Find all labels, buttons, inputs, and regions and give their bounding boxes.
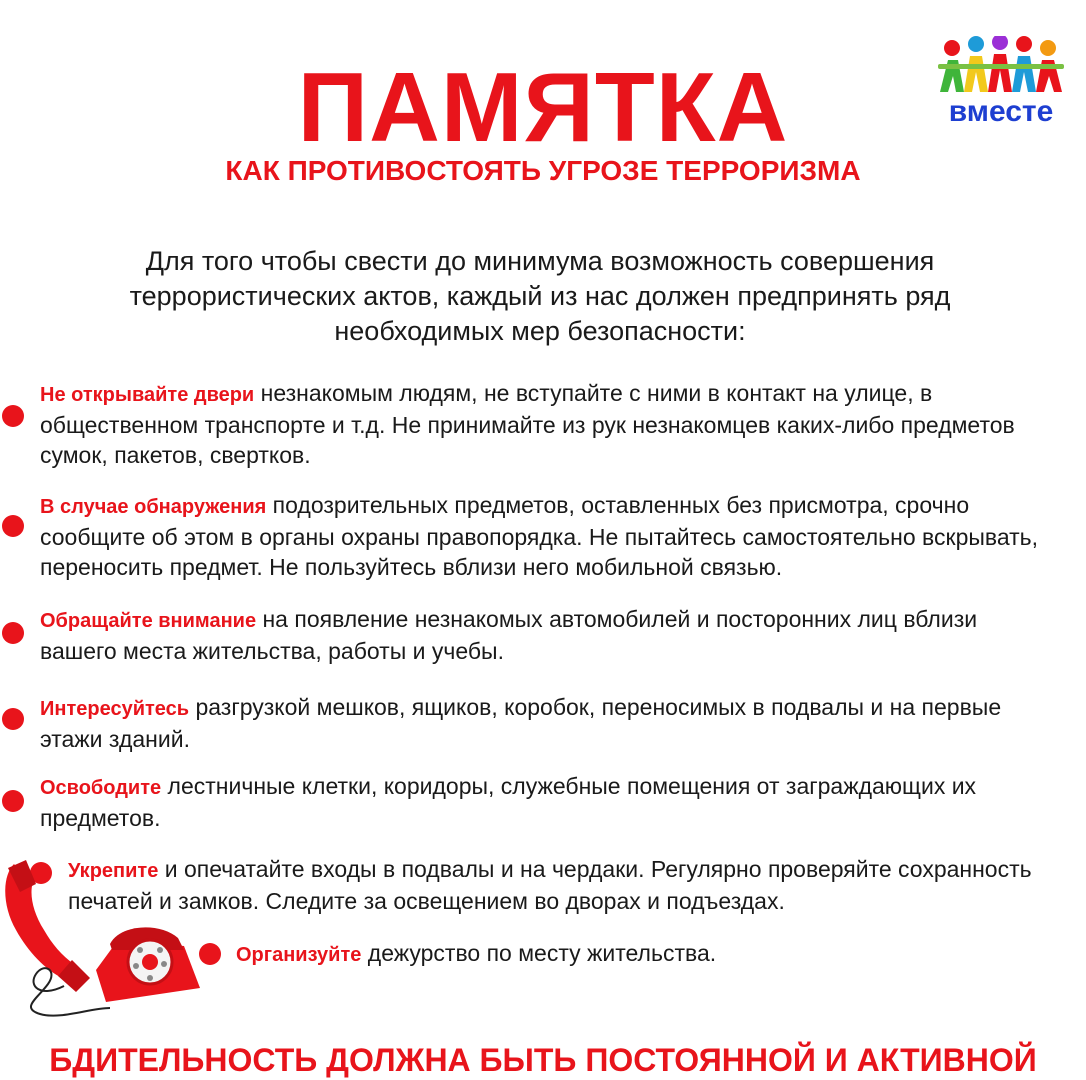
item-text: дежурство по месту жительства. [361, 940, 717, 966]
item-text: лестничные клетки, коридоры, служебные помещения от заграждающих их предметов. [40, 773, 977, 831]
people-group-logo-icon [934, 36, 1068, 98]
list-item [40, 490, 1070, 582]
page-subtitle: КАК ПРОТИВОСТОЯТЬ УГРОЗЕ ТЕРРОРИЗМА [225, 155, 861, 186]
page-title: ПАМЯТКА [297, 52, 789, 162]
brand-logo [934, 36, 1068, 132]
item-text: подозрительных предметов, оставленных без присмотра, срочно сообщите об этом в органы охраны правопорядка. Не пытайтесь самостоятельно вскрывать, переносить предмет. Не пользуйтесь вблизи него мобильной связью. [40, 492, 1039, 580]
list-item [40, 771, 1070, 833]
item-lead: Не открывайте двери [40, 384, 255, 406]
item-text: на появление незнакомых автомобилей и посторонних лиц вблизи вашего места жительства, работы и учебы. [40, 606, 978, 664]
item-text: и опечатайте входы в подвалы и на чердаки. Регулярно проверяйте сохранность печатей и замков. Следите за освещением во дворах и подъездах. [68, 856, 1032, 914]
item-lead: Организуйте [236, 944, 362, 966]
bullet-icon [2, 708, 24, 730]
item-text: незнакомым людям, не вступайте с ними в контакт на улице, в общественном транспорте и т.д. Не принимайте из рук незнакомцев каких-либо предметов сумок, пакетов, свертков. [40, 380, 1015, 468]
bullet-icon [2, 790, 24, 812]
intro-text: Для того чтобы свести до минимума возможность совершения террористических актов, каждый из нас должен предпринять ряд необходимых мер безопасности: [129, 246, 951, 346]
logo-text: вместе [948, 95, 1054, 128]
item-lead: Обращайте внимание [40, 610, 257, 632]
footer-slogan: БДИТЕЛЬНОСТЬ ДОЛЖНА БЫТЬ ПОСТОЯННОЙ И АКТИВНОЙ [49, 1042, 1037, 1078]
bullet-icon [2, 405, 24, 427]
bullet-icon [2, 622, 24, 644]
item-lead: В случае обнаружения [40, 496, 267, 518]
list-item [236, 938, 1036, 970]
rotary-telephone-icon [0, 858, 210, 1028]
list-item [40, 604, 1020, 666]
list-item [68, 854, 1048, 916]
list-item [40, 692, 1040, 754]
item-lead: Освободите [40, 777, 162, 799]
item-lead: Интересуйтесь [40, 698, 190, 720]
list-item [40, 378, 1040, 470]
item-text: разгрузкой мешков, ящиков, коробок, переносимых в подвалы и на первые этажи зданий. [40, 694, 1002, 752]
item-lead: Укрепите [68, 860, 159, 882]
bullet-icon [2, 515, 24, 537]
